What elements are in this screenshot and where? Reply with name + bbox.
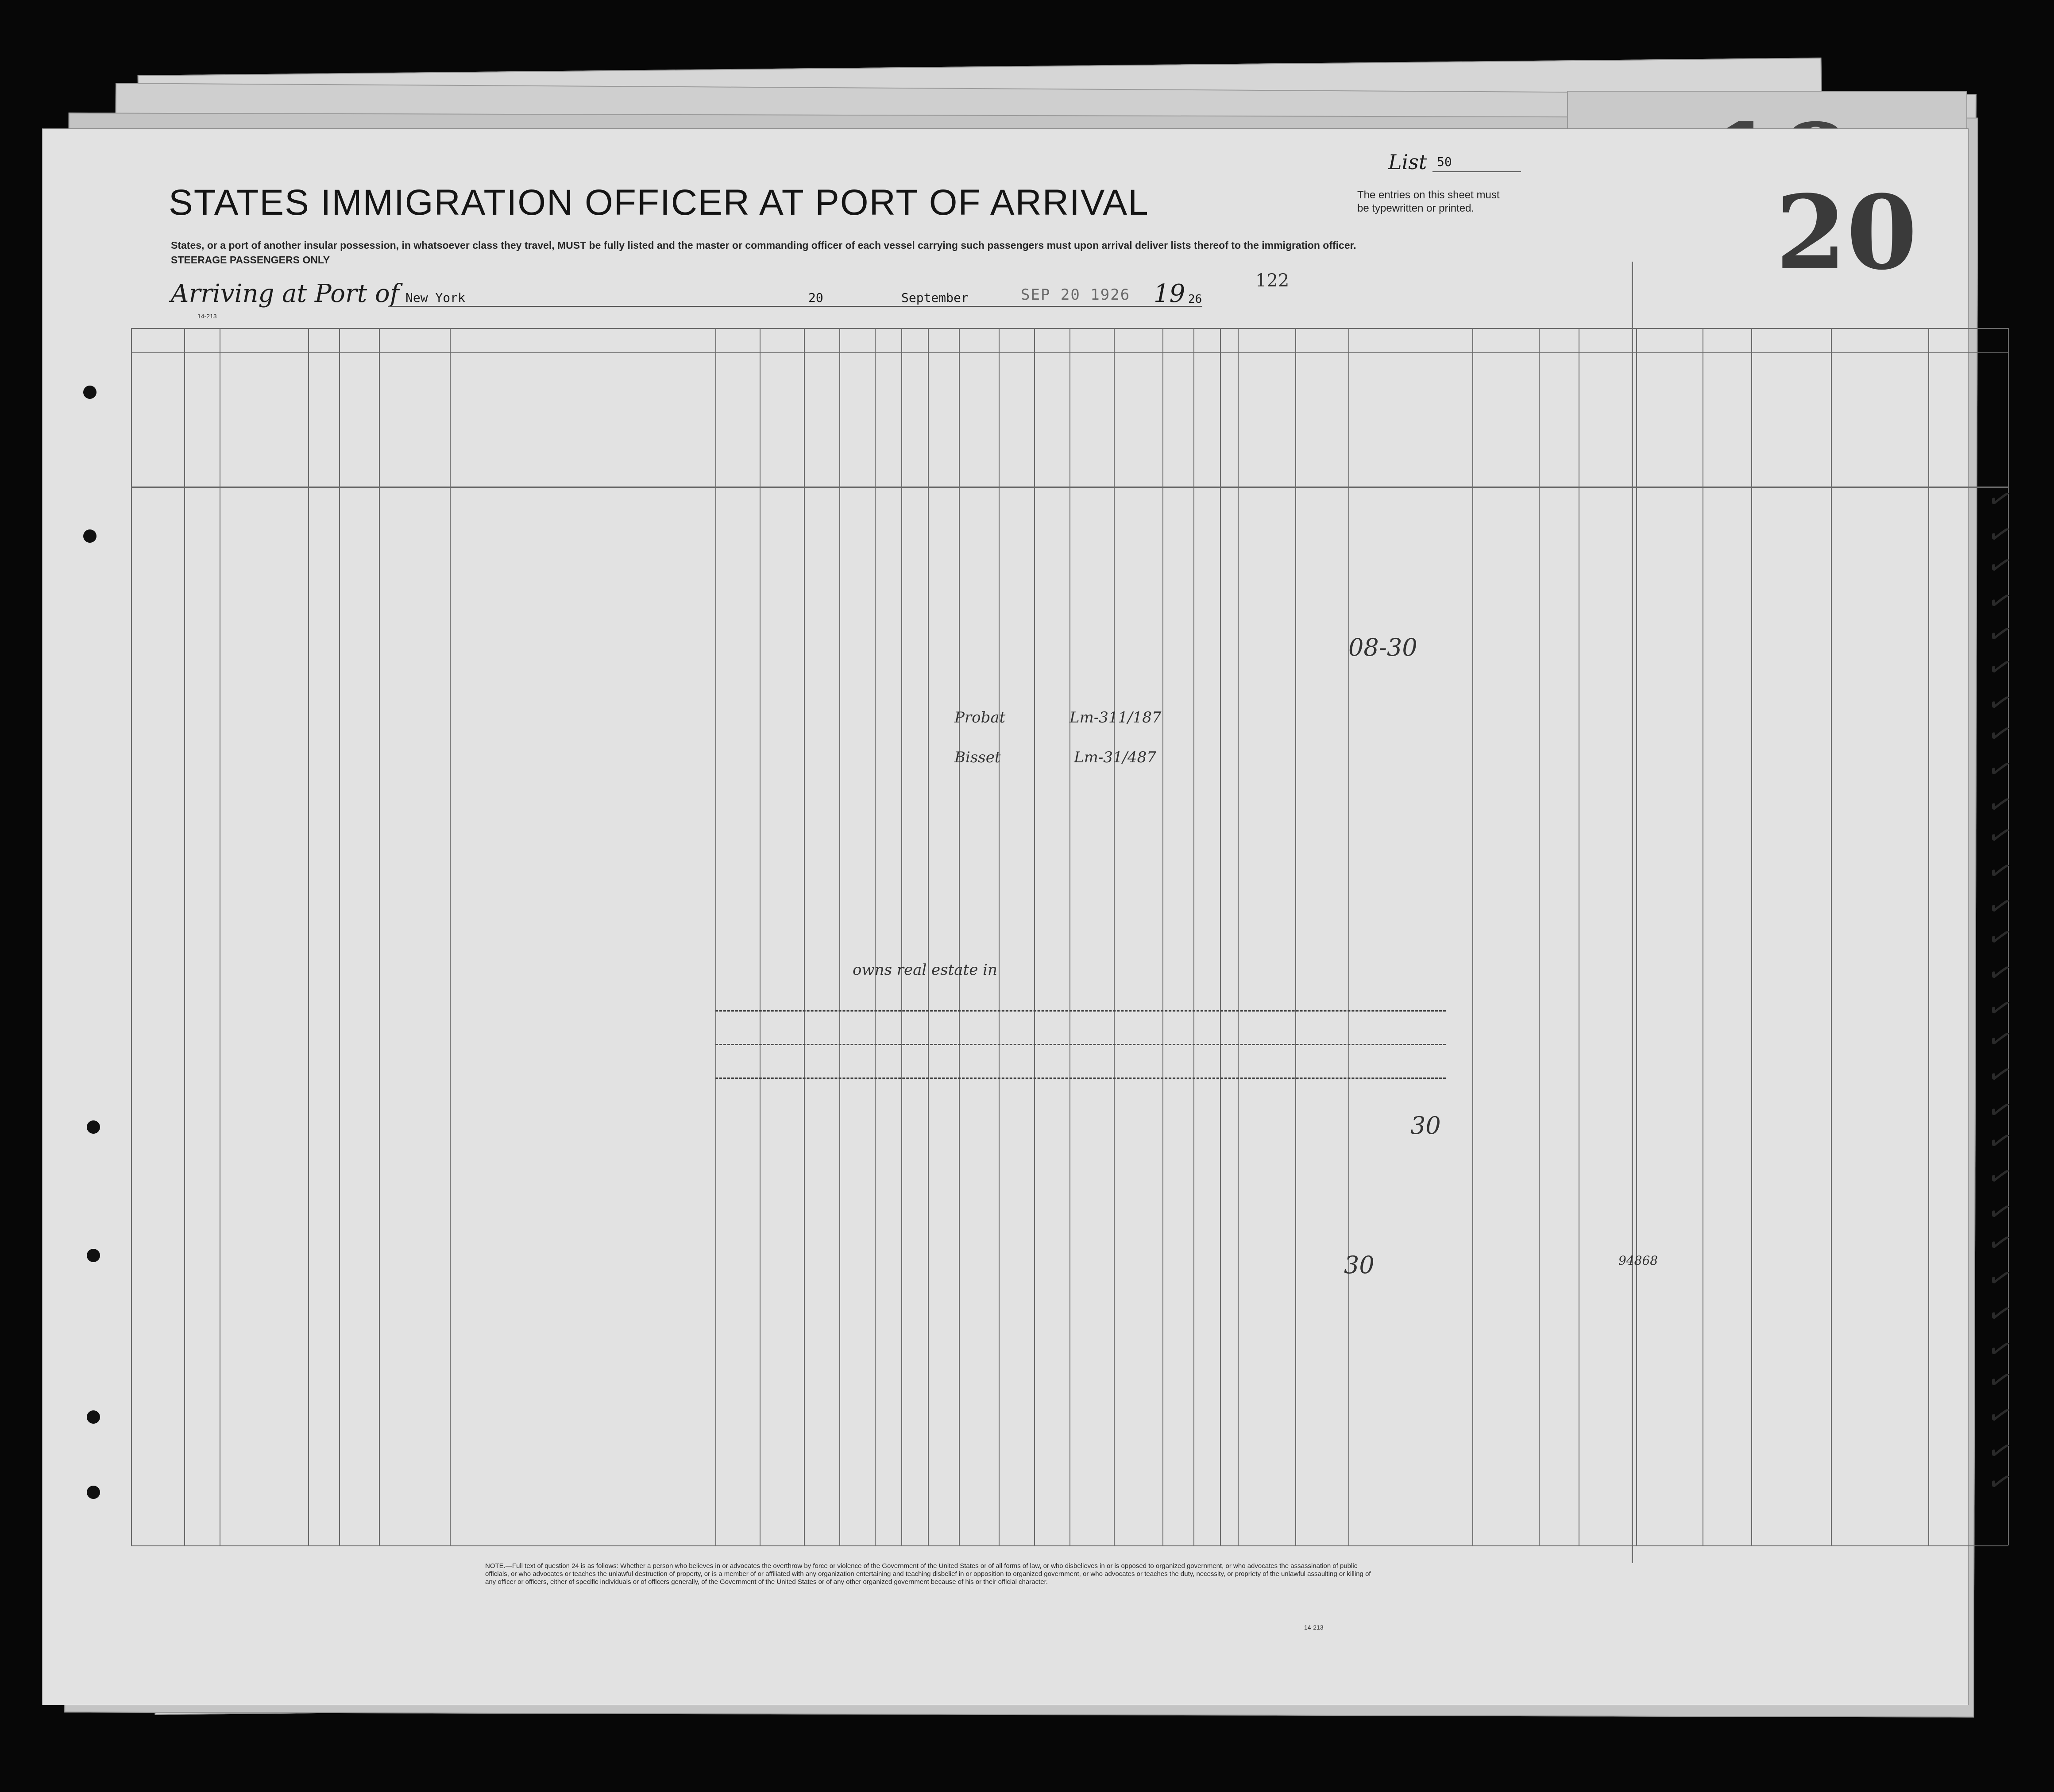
typewritten-note: The entries on this sheet must be typewritten or printed.	[1357, 189, 1500, 214]
binder-hole	[87, 1410, 100, 1424]
arrival-day: 20	[808, 290, 823, 305]
column-rule	[1539, 328, 1540, 1545]
verification-checkmark: ✓	[1983, 954, 2016, 993]
column-rule	[1193, 328, 1194, 1545]
handwritten-annotation: Lm-31/487	[1074, 749, 1156, 766]
verification-checkmark: ✓	[1983, 750, 2016, 789]
column-rule	[308, 328, 309, 1545]
header-fifty-dollars	[315, 359, 341, 479]
subtitle: States, or a port of another insular possession, in whatsoever class they travel, MUST be fully listed and the master or commanding officer of each vessel carrying such passengers must upon arrival deliver lists thereof to the immigration officer.	[171, 239, 1356, 251]
verification-checkmark: ✓	[1983, 1157, 2016, 1196]
list-label: List	[1388, 150, 1427, 174]
form-number: 14-213	[197, 313, 217, 320]
column-rule	[450, 328, 451, 1545]
year-prefix: 19	[1154, 279, 1185, 308]
verification-checkmark: ✓	[1983, 852, 2016, 891]
header-overthrow	[963, 359, 990, 479]
column-rule	[1472, 328, 1473, 1545]
column-rule	[1069, 328, 1070, 1545]
column-rule	[760, 328, 761, 1545]
header-deported	[1039, 359, 1065, 479]
page-title: STATES IMMIGRATION OFFICER AT PORT OF ARRIVAL	[169, 182, 1149, 223]
verification-checkmark: ✓	[1983, 1330, 2016, 1369]
verification-checkmark: ✓	[1983, 918, 2016, 957]
sheet-number: 20	[1776, 173, 1918, 293]
column-rule	[1295, 328, 1296, 1545]
header-labor-offer	[1002, 359, 1029, 479]
verification-checkmark: ✓	[1983, 1224, 2016, 1263]
column-rule	[1220, 328, 1221, 1545]
passenger-class: STEERAGE PASSENGERS ONLY	[171, 254, 330, 266]
handwritten-annotation: 08-30	[1348, 633, 1417, 661]
verification-checkmark: ✓	[1983, 684, 2016, 722]
column-rule	[901, 328, 902, 1545]
verification-checkmark: ✓	[1983, 1396, 2016, 1435]
column-rule	[184, 328, 185, 1545]
column-rule	[1831, 328, 1832, 1545]
verification-checkmark: ✓	[1983, 1432, 2016, 1471]
manifest-sheet	[42, 128, 2016, 1705]
column-rule	[959, 328, 960, 1545]
column-rule	[1114, 328, 1115, 1545]
verification-checkmark: ✓	[1983, 1055, 2016, 1094]
year-suffix: 26	[1188, 293, 1202, 306]
port-name: New York	[405, 290, 465, 305]
handwritten-annotation: Bisset	[954, 749, 1001, 766]
header-purpose-return	[762, 375, 788, 481]
dashed-blank-rule	[715, 1078, 1446, 1079]
binder-hole	[83, 386, 97, 399]
table-bottom-rule	[131, 1545, 2008, 1546]
column-rule	[1751, 328, 1752, 1545]
arrival-month: September	[901, 290, 969, 305]
binder-hole	[87, 1249, 100, 1262]
handwritten-annotation: owns real estate in	[853, 961, 997, 979]
column-rule	[715, 328, 716, 1545]
column-rule	[1238, 328, 1239, 1545]
footer-form-number: 14-213	[1304, 1624, 1324, 1631]
verification-checkmark: ✓	[1983, 1020, 2016, 1059]
verification-checkmark: ✓	[1983, 714, 2016, 753]
column-rule	[1034, 328, 1035, 1545]
footnote: NOTE.—Full text of question 24 is as follows: Whether a person who believes in or advocates the overthrow by force or violence of the Government of the United States or of all forms of law, or who disbelieves in or is opposed to organized government, or who advocates the assassination of public officials, or who advocates or teaches the unlawful destruction of property, or is a member of or affiliated with any organization entertaining and teaching disbelief in or opposition to organized government, or who advocates or teaches the duty, necessity, or propriety of the unlawful assaulting or killing of any officer or officers, either of specific individuals or of officers generally, of the Government of the United States or of any other organized government because of his or their official character.	[485, 1562, 1371, 1586]
header-prison	[879, 359, 906, 479]
verification-checkmark: ✓	[1983, 1259, 2016, 1298]
binder-hole	[83, 529, 97, 543]
verification-checkmark: ✓	[1983, 816, 2016, 855]
column-rule	[928, 328, 929, 1545]
column-rule	[131, 328, 132, 1545]
handwritten-annotation: 94868	[1618, 1253, 1658, 1268]
verification-checkmark: ✓	[1983, 582, 2016, 621]
list-underline	[1432, 171, 1521, 172]
binder-hole	[87, 1486, 100, 1499]
handwritten-number: 122	[1255, 270, 1290, 291]
header-purpose-citizen	[844, 375, 870, 481]
verification-checkmark: ✓	[1983, 1122, 2016, 1161]
column-rule	[1162, 328, 1163, 1545]
handwritten-annotation: Lm-311/187	[1069, 709, 1162, 726]
column-rule	[1636, 328, 1637, 1545]
column-rule	[379, 328, 380, 1545]
verification-checkmark: ✓	[1983, 1294, 2016, 1333]
column-rule	[1348, 328, 1349, 1545]
header-polygamist	[905, 359, 931, 479]
column-rule	[1928, 328, 1929, 1545]
binder-hole	[87, 1120, 100, 1134]
verification-checkmark: ✓	[1983, 1193, 2016, 1232]
column-rule	[839, 328, 840, 1545]
verification-checkmark: ✓	[1983, 785, 2016, 824]
handwritten-annotation: Probat	[954, 709, 1006, 726]
verification-checkmark: ✓	[1983, 887, 2016, 926]
sheet-join-rule	[1632, 262, 1633, 1563]
verification-checkmark: ✓	[1983, 546, 2016, 585]
dashed-blank-rule	[715, 1010, 1446, 1012]
arriving-underline	[388, 306, 1202, 307]
date-stamp: SEP 20 1926	[1021, 286, 1131, 304]
column-rule	[999, 328, 1000, 1545]
verification-checkmark: ✓	[1983, 515, 2016, 554]
verification-checkmark: ✓	[1983, 989, 2016, 1028]
handwritten-annotation: 30	[1344, 1251, 1374, 1279]
list-number: 50	[1437, 154, 1452, 169]
column-rule	[339, 328, 340, 1545]
verification-checkmark: ✓	[1983, 1361, 2016, 1400]
verification-checkmark: ✓	[1983, 1463, 2016, 1502]
verification-checkmark: ✓	[1983, 1091, 2016, 1130]
header-anarchist	[931, 359, 958, 479]
verification-checkmark: ✓	[1983, 480, 2016, 519]
column-rule	[804, 328, 805, 1545]
handwritten-annotation: 30	[1410, 1112, 1441, 1139]
header-purpose-length	[808, 375, 835, 481]
dashed-blank-rule	[715, 1044, 1446, 1045]
header-ticket	[191, 359, 217, 479]
verification-checkmark: ✓	[1983, 648, 2016, 687]
arriving-label: Arriving at Port of	[171, 279, 399, 308]
verification-checkmark: ✓	[1983, 615, 2016, 654]
column-rule	[875, 328, 876, 1545]
